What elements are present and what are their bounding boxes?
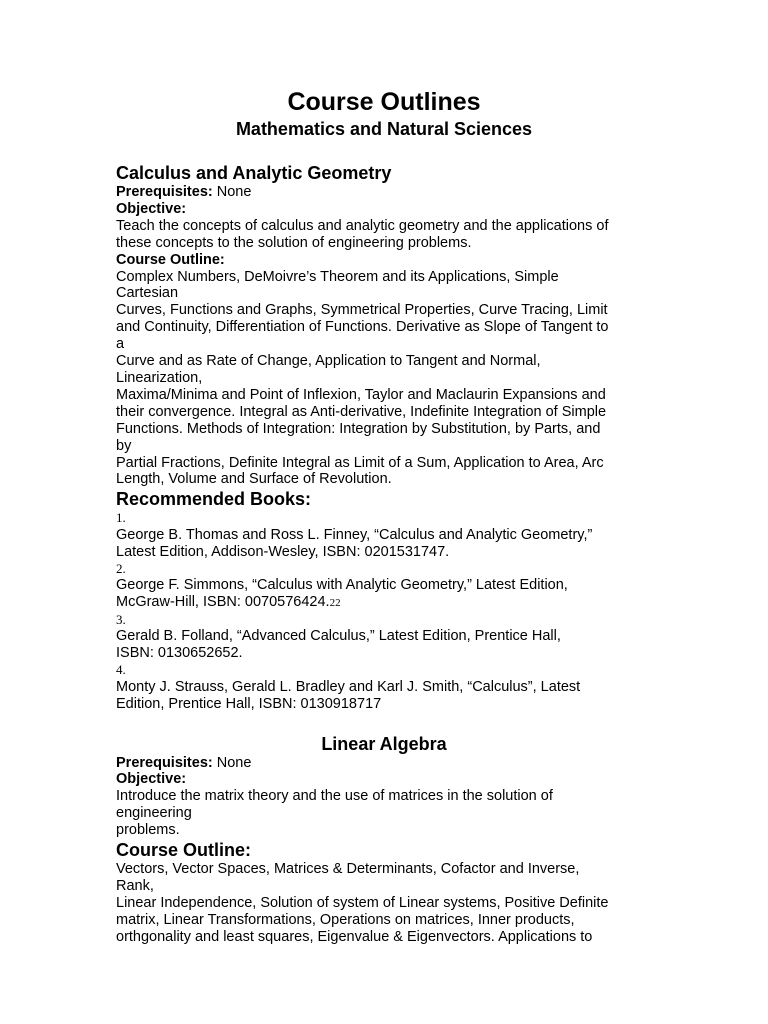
prerequisites [116, 755, 652, 772]
book-line-with-suffix [116, 594, 652, 612]
text-line: Length, Volume and Surface of Revolution. [116, 471, 392, 488]
book-line: George F. Simmons, “Calculus with Analytic Geometry,” Latest Edition, [116, 577, 568, 594]
spacer [116, 713, 652, 733]
course-outline-text [116, 269, 652, 489]
text-line: Functions. Methods of Integration: Integration by Substitution, by Parts, and [116, 420, 601, 437]
text-line: problems. [116, 822, 180, 839]
document-page [116, 86, 652, 946]
book-item [116, 612, 652, 662]
text-line: Maxima/Minima and Point of Inflexion, Taylor and Maclaurin Expansions and [116, 386, 606, 403]
course-calculus [116, 162, 652, 713]
objective-label: Objective: [116, 200, 187, 217]
text-line: Partial Fractions, Definite Integral as Limit of a Sum, Application to Area, Arc [116, 454, 604, 471]
text-line: and Continuity, Differentiation of Functions. Derivative as Slope of Tangent to [116, 319, 609, 336]
course-outline-label: Course Outline: [116, 840, 252, 861]
prerequisites-label: Prerequisites: [116, 184, 213, 200]
course-heading: Calculus and Analytic Geometry [116, 163, 392, 183]
page-subtitle: Mathematics and Natural Sciences [235, 119, 533, 139]
book-line: Monty J. Strauss, Gerald L. Bradley and Karl J. Smith, “Calculus”, Latest [116, 678, 581, 695]
text-line: Teach the concepts of calculus and analytic geometry and the applications of [116, 217, 609, 234]
objective-text [116, 218, 652, 252]
text-line: engineering [116, 805, 192, 822]
spacer [116, 140, 652, 162]
objective-label: Objective: [116, 771, 187, 788]
course-linear-algebra [116, 733, 652, 946]
text-line: their convergence. Integral as Anti-derivative, Indefinite Integration of Simple [116, 403, 607, 420]
course-outline-text [116, 861, 652, 946]
text-line: Vectors, Vector Spaces, Matrices & Determinants, Cofactor and Inverse, [116, 861, 580, 878]
text-line: Complex Numbers, DeMoivre’s Theorem and its Applications, Simple [116, 268, 559, 285]
prerequisites-value: None [212, 754, 252, 771]
book-line: George B. Thomas and Ross L. Finney, “Calculus and Analytic Geometry,” [116, 526, 593, 543]
prerequisites-label: Prerequisites: [116, 754, 213, 771]
book-number: 1. [116, 510, 126, 526]
book-number: 2. [116, 560, 126, 576]
book-line: Gerald B. Folland, “Advanced Calculus,” Latest Edition, Prentice Hall, [116, 628, 561, 645]
text-line: by [116, 437, 132, 454]
book-line: Latest Edition, Addison-Wesley, ISBN: 0201531747. [116, 543, 450, 560]
text-line: Curves, Functions and Graphs, Symmetrical Properties, Curve Tracing, Limit [116, 302, 608, 319]
page-title: Course Outlines [287, 88, 481, 116]
course-outline-label: Course Outline: [116, 251, 225, 268]
book-line: Edition, Prentice Hall, ISBN: 0130918717 [116, 695, 382, 712]
book-line: McGraw-Hill, ISBN: 0070576424. [116, 594, 330, 611]
course-heading: Linear Algebra [321, 733, 447, 754]
text-line: Linearization, [116, 369, 203, 386]
text-line: a [116, 336, 125, 353]
book-item [116, 662, 652, 712]
text-line: Linear Independence, Solution of system of Linear systems, Positive Definite [116, 894, 609, 911]
page-number: 22 [329, 597, 341, 610]
text-line: Rank, [116, 878, 154, 894]
prerequisites [116, 184, 652, 201]
text-line: these concepts to the solution of engineering problems. [116, 234, 472, 251]
book-item [116, 510, 652, 560]
prerequisites-value: None [212, 184, 252, 200]
text-line: Introduce the matrix theory and the use of matrices in the solution of [116, 788, 553, 805]
objective-text [116, 788, 652, 839]
text-line: Curve and as Rate of Change, Application to Tangent and Normal, [116, 353, 541, 370]
book-number: 4. [116, 662, 126, 678]
text-line: matrix, Linear Transformations, Operations on matrices, Inner products, [116, 911, 575, 928]
book-item [116, 561, 652, 612]
text-line: Cartesian [116, 285, 179, 302]
book-number: 3. [116, 611, 126, 627]
book-line: ISBN: 0130652652. [116, 645, 243, 662]
book-list [116, 510, 652, 712]
recommended-books-heading: Recommended Books: [116, 489, 312, 510]
text-line: orthgonality and least squares, Eigenvalue & Eigenvectors. Applications to [116, 928, 593, 945]
